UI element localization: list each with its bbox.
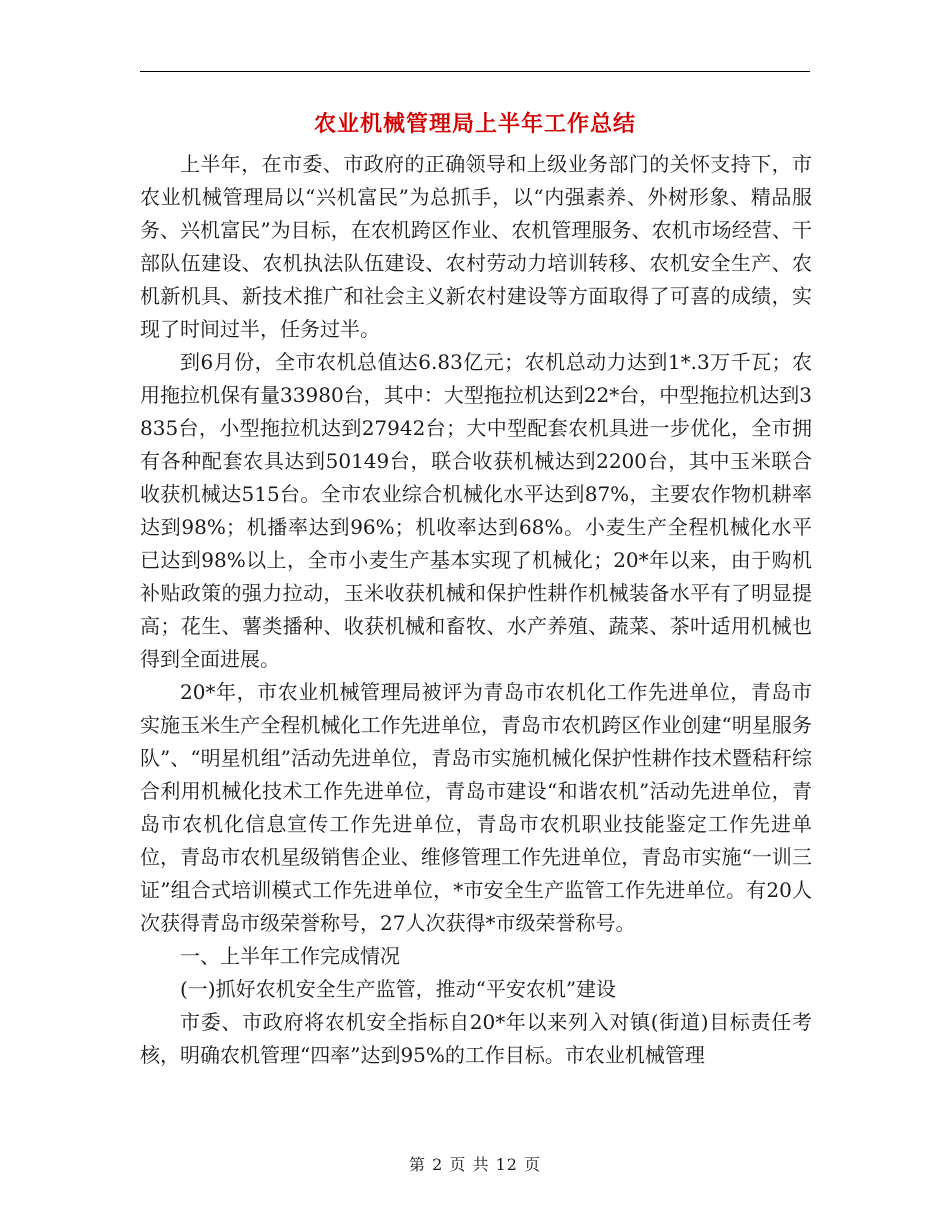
subsection-heading: (一)抓好农机安全生产监管，推动“平安农机”建设 (180, 977, 617, 1001)
page-footer (0, 1153, 950, 1177)
paragraph-intro: 上半年，在市委、市政府的正确领导和上级业务部门的关怀支持下，市农业机械管理局以“兴机富民”为总抓手，以“内强素养、外树形象、精品服务、兴机富民”为目标，在农机跨区作业、农机管理服务、农机市场经营、干部队伍建设、农机执法队伍建设、农村劳动力培训转移、农机安全生产、农机新机具、新技术推广和社会主义新农村建设等方面取得了可喜的成绩，实现了时间过半，任务过半。 (140, 152, 812, 341)
document-title: 农业机械管理局上半年工作总结 (313, 111, 636, 137)
section-heading: 一、上半年工作完成情况 (180, 944, 400, 968)
document-body (140, 148, 812, 1072)
paragraph-safety: 市委、市政府将农机安全指标自20*年以来列入对镇(街道)目标责任考核，明确农机管理“四率”达到95%的工作目标。市农业机械管理 (140, 1010, 812, 1067)
header-rule (140, 71, 810, 72)
footer-suffix: 页 (524, 1155, 542, 1174)
footer-prefix: 第 (408, 1155, 426, 1174)
footer-current-page: 2 (432, 1155, 444, 1174)
paragraph-statistics: 到6月份，全市农机总值达6.83亿元；农机总动力达到1*.3万千瓦；农用拖拉机保有量33980台，其中：大型拖拉机达到22*台，中型拖拉机达到3835台，小型拖拉机达到27942台；大中型配套农机具进一步优化，全市拥有各种配套农具达到50149台，联合收获机械达到2200台，其中玉米联合收获机械达515台。全市农业综合机械化水平达到87%，主要农作物机耕率达到98%；机播率达到96%；机收率达到68%。小麦生产全程机械化水平已达到98%以上，全市小麦生产基本实现了机械化；20*年以来，由于购机补贴政策的强力拉动，玉米收获机械和保护性耕作机械装备水平有了明显提高；花生、薯类播种、收获机械和畜牧、水产养殖、蔬菜、茶叶适用机械也得到全面进展。 (140, 350, 812, 671)
paragraph-honors: 20*年，市农业机械管理局被评为青岛市农机化工作先进单位，青岛市实施玉米生产全程机械化工作先进单位，青岛市农机跨区作业创建“明星服务队”、“明星机组”活动先进单位，青岛市实施机械化保护性耕作技术暨秸秆综合利用机械化技术工作先进单位，青岛市建设“和谐农机”活动先进单位，青岛市农机化信息宣传工作先进单位，青岛市农机职业技能鉴定工作先进单位，青岛市农机星级销售企业、维修管理工作先进单位，青岛市实施“一训三证”组合式培训模式工作先进单位，*市安全生产监管工作先进单位。有20人次获得青岛市级荣誉称号，27人次获得*市级荣誉称号。 (140, 680, 812, 935)
footer-page-word: 页 (449, 1155, 467, 1174)
footer-total-prefix: 共 (472, 1155, 490, 1174)
footer-total-pages: 12 (495, 1155, 518, 1174)
